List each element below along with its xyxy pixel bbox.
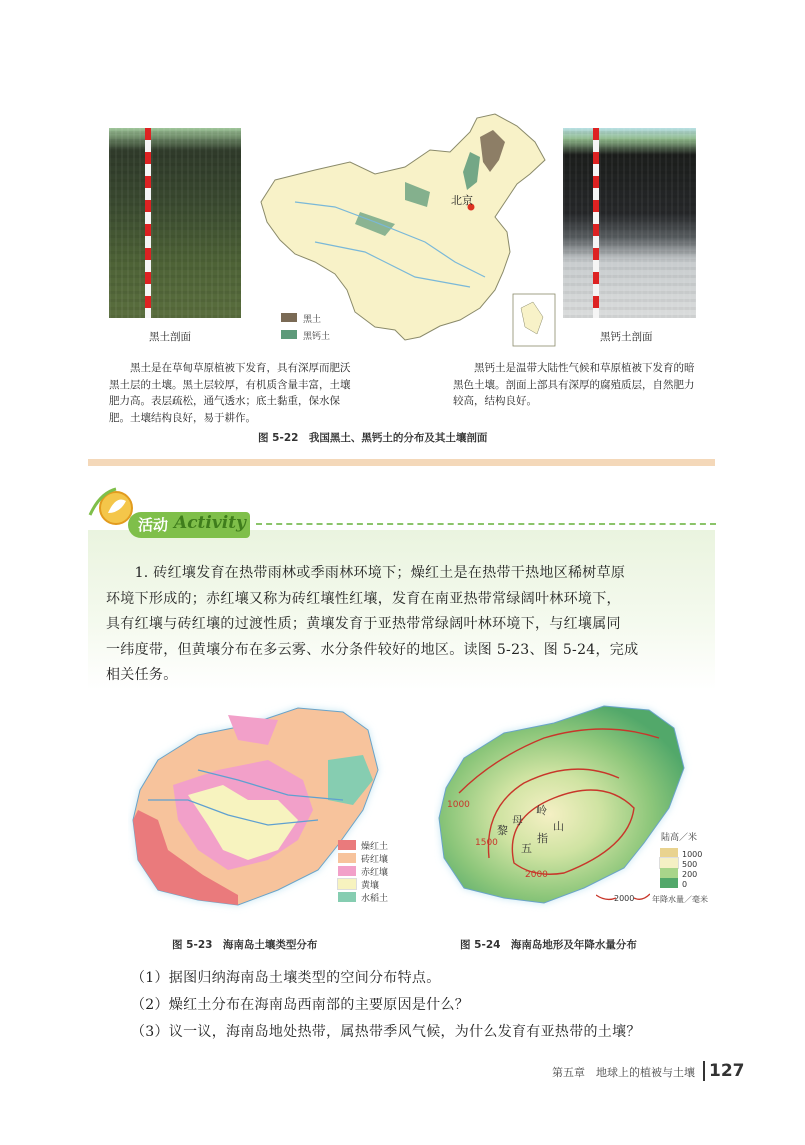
page-number: 127 [709, 1061, 745, 1081]
legend-swatch-chernozem [281, 330, 297, 339]
mountain-char-0: 黎 [497, 824, 508, 837]
china-soil-map [255, 112, 560, 352]
elevation-label-0: 0 [682, 880, 688, 889]
soil-legend-label-3: 黄壤 [361, 881, 380, 891]
isohyet-legend-line-left [596, 893, 616, 903]
black-soil-caption: 黑土剖面 [149, 331, 191, 343]
elevation-label-200: 200 [682, 870, 698, 879]
elevation-swatch-500 [660, 858, 678, 868]
activity-paragraph: 1. 砖红壤发育在热带雨林或季雨林环境下；燥红土是在热带干热地区稀树草原 环境下形成的；赤红壤又称为砖红壤性红壤，发育在南亚热带常绿阔叶林环境下， 具有红壤与砖红壤的过渡性质；黄壤发育于亚热带常绿阔叶林环境下，与红壤属同 一纬度带，但黄壤分布在多云雾、水分条件较好的地区。读图 5-23、图 5-24，完成 相关任务。 [106, 565, 639, 683]
elevation-label-500: 500 [682, 860, 698, 869]
soil-legend-swatch-3 [338, 879, 356, 889]
legend-swatch-black-soil [281, 313, 297, 322]
soil-legend-label-0: 燥红土 [361, 842, 389, 852]
soil-legend-swatch-1 [338, 853, 356, 863]
question-2: （2）燥红土分布在海南岛西南部的主要原因是什么？ [131, 997, 470, 1013]
elevation-legend-title: 陆高／米 [661, 833, 698, 843]
figure-5-23-title: 图 5-23 海南岛土壤类型分布 [172, 939, 318, 951]
mountain-char-4: 指 [537, 832, 548, 845]
footer-divider [703, 1061, 705, 1081]
isohyet-legend-text: 年降水量／毫米 [652, 895, 708, 904]
elevation-swatch-0 [660, 878, 678, 888]
question-1: （1）据图归纳海南岛土壤类型的空间分布特点。 [131, 970, 441, 986]
elevation-label-1000: 1000 [682, 850, 703, 859]
soil-legend-label-2: 赤红壤 [361, 868, 389, 878]
soil-legend-swatch-2 [338, 866, 356, 876]
mountain-char-1: 母 [512, 814, 523, 827]
isohyet-legend-line-right [634, 893, 650, 903]
isohyet-label-1500: 1500 [475, 838, 498, 848]
activity-label-en: Activity [174, 513, 246, 533]
isohyet-label-1000: 1000 [447, 800, 470, 810]
activity-dashed-rule [256, 523, 716, 525]
chernozem-caption: 黑钙土剖面 [600, 331, 653, 343]
elevation-swatch-200 [660, 868, 678, 878]
beijing-label: 北京 [451, 194, 473, 207]
chernozem-photo [563, 128, 696, 318]
soil-legend-swatch-4 [338, 892, 356, 902]
mountain-char-5: 山 [553, 820, 564, 833]
soil-legend-label-4: 水稻土 [361, 894, 389, 904]
activity-label-cn: 活动 [138, 516, 169, 534]
black-soil-description: 黑土是在草甸草原植被下发育，具有深厚而肥沃 黑土层的土壤。黑土层较厚，有机质含量丰富，土壤 肥力高。表层疏松，通气透水；底土黏重，保水保 肥。土壤结构良好，易于耕作。 [109, 362, 351, 424]
legend-label-chernozem: 黑钙土 [303, 332, 331, 342]
legend-label-black-soil: 黑土 [303, 315, 322, 325]
chapter-footer: 第五章 地球上的植被与土壤 [552, 1066, 695, 1079]
section-divider [88, 459, 715, 466]
soil-legend-label-1: 砖红壤 [361, 855, 389, 865]
isohyet-legend-value: 2000 [614, 894, 635, 903]
mountain-char-3: 五 [521, 842, 532, 855]
chernozem-description: 黑钙土是温带大陆性气候和草原植被下发育的暗 黑色土壤。剖面上部具有深厚的腐殖质层，自然肥力 较高，结构良好。 [453, 362, 695, 407]
figure-5-24-title: 图 5-24 海南岛地形及年降水量分布 [460, 939, 637, 951]
figure-5-22-title: 图 5-22 我国黑土、黑钙土的分布及其土壤剖面 [258, 432, 488, 444]
mountain-char-2: 岭 [536, 804, 547, 817]
soil-legend-swatch-0 [338, 840, 356, 850]
black-soil-photo [109, 128, 241, 318]
elevation-swatch-1000 [660, 848, 678, 858]
question-3: （3）议一议，海南岛地处热带，属热带季风气候，为什么发育有亚热带的土壤？ [131, 1024, 641, 1040]
isohyet-label-2000: 2000 [525, 870, 548, 880]
